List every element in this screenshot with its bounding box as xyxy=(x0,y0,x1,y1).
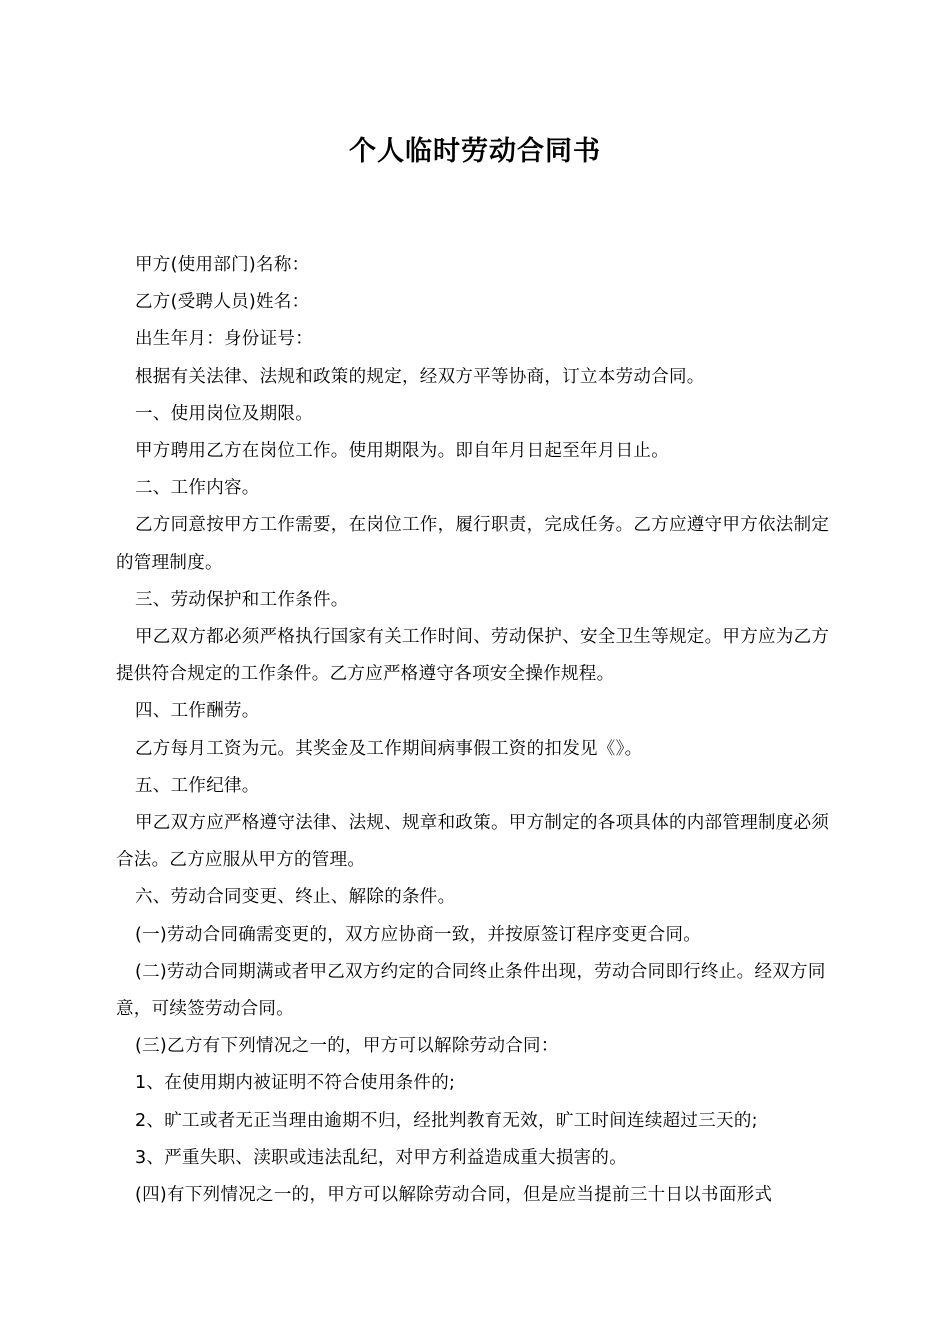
party-a-name-line: 甲方(使用部门)名称： xyxy=(135,255,310,275)
section-heading-5: 五、工作纪律。 xyxy=(135,775,260,796)
list-item: 3、严重失职、渎职或违法乱纪，对甲方利益造成重大损害的。 xyxy=(135,1147,628,1168)
clause-6-2: (二)劳动合同期满或者甲乙双方约定的合同终止条件出现，劳动合同即行终止。经双方同意，可续签劳动合同。 xyxy=(116,961,826,1020)
clause-6-1: (一)劳动合同确需变更的，双方应协商一致，并按原签订程序变更合同。 xyxy=(135,924,702,945)
section-heading-2: 二、工作内容。 xyxy=(135,478,260,499)
document-body xyxy=(116,247,836,1214)
list-item: 2、旷工或者无正当理由逾期不归，经批判教育无效，旷工时间连续超过三天的; xyxy=(135,1110,758,1131)
section-heading-6: 六、劳动合同变更、终止、解除的条件。 xyxy=(135,887,456,908)
party-b-name-line: 乙方(受聘人员)姓名： xyxy=(135,292,310,313)
section-heading-4: 四、工作酬劳。 xyxy=(135,701,260,722)
section-2-paragraph: 乙方同意按甲方工作需要，在岗位工作，履行职责，完成任务。乙方应遵守甲方依法制定的管理制度。 xyxy=(116,515,830,573)
section-4-paragraph: 乙方每月工资为元。其奖金及工作期间病事假工资的扣发见《》。 xyxy=(135,738,643,759)
section-heading-1: 一、使用岗位及期限。 xyxy=(135,403,313,424)
section-heading-3: 三、劳动保护和工作条件。 xyxy=(135,589,349,610)
section-3-paragraph: 甲乙双方都必须严格执行国家有关工作时间、劳动保护、安全卫生等规定。甲方应为乙方提供符合规定的工作条件。乙方应严格遵守各项安全操作规程。 xyxy=(116,627,830,685)
section-5-paragraph: 甲乙双方应严格遵守法律、法规、规章和政策。甲方制定的各项具体的内部管理制度必须合法。乙方应服从甲方的管理。 xyxy=(116,813,830,871)
clause-6-3: (三)乙方有下列情况之一的，甲方可以解除劳动合同： xyxy=(135,1036,559,1057)
page-title: 个人临时劳动合同书 xyxy=(349,136,601,167)
clause-6-4: (四)有下列情况之一的，甲方可以解除劳动合同，但是应当提前三十日以书面形式 xyxy=(135,1185,773,1206)
birth-id-line: 出生年月：身份证号： xyxy=(135,329,313,350)
list-item: 1、在使用期内被证明不符合使用条件的; xyxy=(135,1073,456,1094)
section-1-paragraph: 甲方聘用乙方在岗位工作。使用期限为。即自年月日起至年月日止。 xyxy=(135,441,669,462)
preamble-paragraph: 根据有关法律、法规和政策的规定，经双方平等协商，订立本劳动合同。 xyxy=(135,366,705,387)
